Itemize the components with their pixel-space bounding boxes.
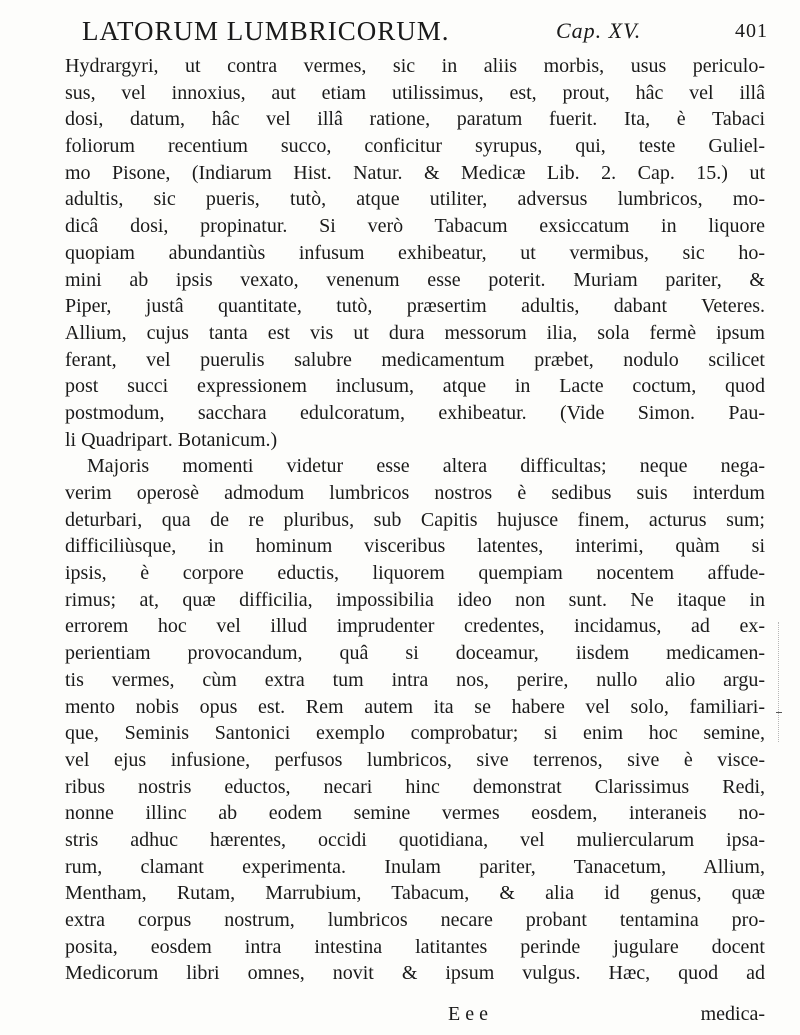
text-line: deturbari, qua de re pluribus, sub Capitis hujusce finem, acturus sum; (65, 508, 765, 531)
text-line: ferant, vel puerulis salubre medicamentum præbet, nodulo scilicet (65, 348, 765, 371)
page-footer (65, 1003, 765, 1029)
text-line: sus, vel innoxius, aut etiam utilissimus, est, prout, hâc vel illâ (65, 81, 765, 104)
text-line: rum, clamant experimenta. Inulam pariter, Tanacetum, Allium, (65, 855, 765, 878)
text-line: li Quadripart. Botanicum.) (65, 428, 278, 451)
text-line: dosi, datum, hâc vel illâ ratione, paratum fuerit. Ita, è Tabaci (65, 108, 765, 131)
margin-bleed-mark (778, 622, 782, 742)
text-line: Mentham, Rutam, Marrubium, Tabacum, & alia id genus, quæ (65, 882, 765, 905)
text-line: errorem hoc vel illud imprudenter credentes, incidamus, ad ex- (65, 615, 765, 638)
text-line: Allium, cujus tanta est vis ut dura messorum ilia, sola fermè ipsum (65, 321, 765, 344)
signature-mark: E e e (448, 1003, 488, 1025)
text-line: que, Seminis Santonici exemplo comprobatur; si enim hoc semine, (65, 722, 765, 745)
text-line: dicâ dosi, propinatur. Si verò Tabacum exsiccatum in liquore (65, 215, 765, 238)
margin-dash-mark (776, 712, 782, 713)
text-line: stris adhuc hærentes, occidi quotidiana, vel muliercularum ipsa- (65, 828, 765, 851)
text-line: posita, eosdem intra intestina latitantes perinde jugulare docent (65, 935, 765, 958)
page-header (62, 16, 768, 52)
text-line: difficiliùsque, in hominum visceribus latentes, interimi, quàm si (65, 535, 765, 558)
text-line: postmodum, sacchara edulcoratum, exhibeatur. (Vide Simon. Pau- (65, 401, 765, 424)
text-line: mini ab ipsis vexato, venenum esse poterit. Muriam pariter, & (65, 268, 765, 291)
text-line: tis vermes, cùm extra tum intra nos, perire, nullo alio argu- (65, 668, 765, 691)
text-line: Piper, justâ quantitate, tutò, præsertim adultis, dabant Veteres. (65, 295, 765, 318)
text-line: rimus; at, quæ difficilia, impossibilia ideo non sunt. Ne itaque in (65, 588, 765, 611)
text-line: extra corpus nostrum, lumbricos necare probant tentamina pro- (65, 909, 765, 931)
text-line: perientiam provocandum, quâ si doceamur, iisdem medicamen- (65, 642, 765, 665)
catchword: medica- (700, 1003, 765, 1025)
text-line: quopiam abundantiùs infusum exhibeatur, ut vermibus, sic ho- (65, 241, 765, 264)
text-line: ipsis, è corpore eductis, liquorem quempiam nocentem affude- (65, 562, 765, 585)
text-line: post succi expressionem inclusum, atque in Lacte coctum, quod (65, 375, 765, 398)
text-line: foliorum recentium succo, conficitur syrupus, qui, teste Guliel- (65, 135, 765, 158)
text-line: mo Pisone, (Indiarum Hist. Natur. & Medicæ Lib. 2. Cap. 15.) ut (65, 161, 765, 184)
page-number: 401 (735, 20, 768, 42)
body-text (65, 53, 765, 987)
running-title: LATORUM LUMBRICORUM. (82, 16, 450, 46)
paragraph-start-line: Majoris momenti videtur esse altera difficultas; neque nega- (87, 455, 765, 478)
text-line: mento nobis opus est. Rem autem ita se habere vel solo, familiari- (65, 695, 765, 718)
text-line: nonne illinc ab eodem semine vermes eosdem, interaneis no- (65, 802, 765, 825)
chapter-reference: Cap. XV. (556, 18, 642, 43)
text-line: verim operosè admodum lumbricos nostros è sedibus suis interdum (65, 482, 765, 504)
text-line: Hydrargyri, ut contra vermes, sic in aliis morbis, usus periculo- (65, 55, 765, 77)
text-line: Medicorum libri omnes, novit & ipsum vulgus. Hæc, quod ad (65, 962, 765, 985)
text-line: vel ejus infusione, perfusos lumbricos, sive terrenos, sive è visce- (65, 748, 765, 771)
text-line: ribus nostris eductos, necari hinc demonstrat Clarissimus Redi, (65, 775, 765, 798)
text-line: adultis, sic pueris, tutò, atque utiliter, adversus lumbricos, mo- (65, 188, 765, 211)
